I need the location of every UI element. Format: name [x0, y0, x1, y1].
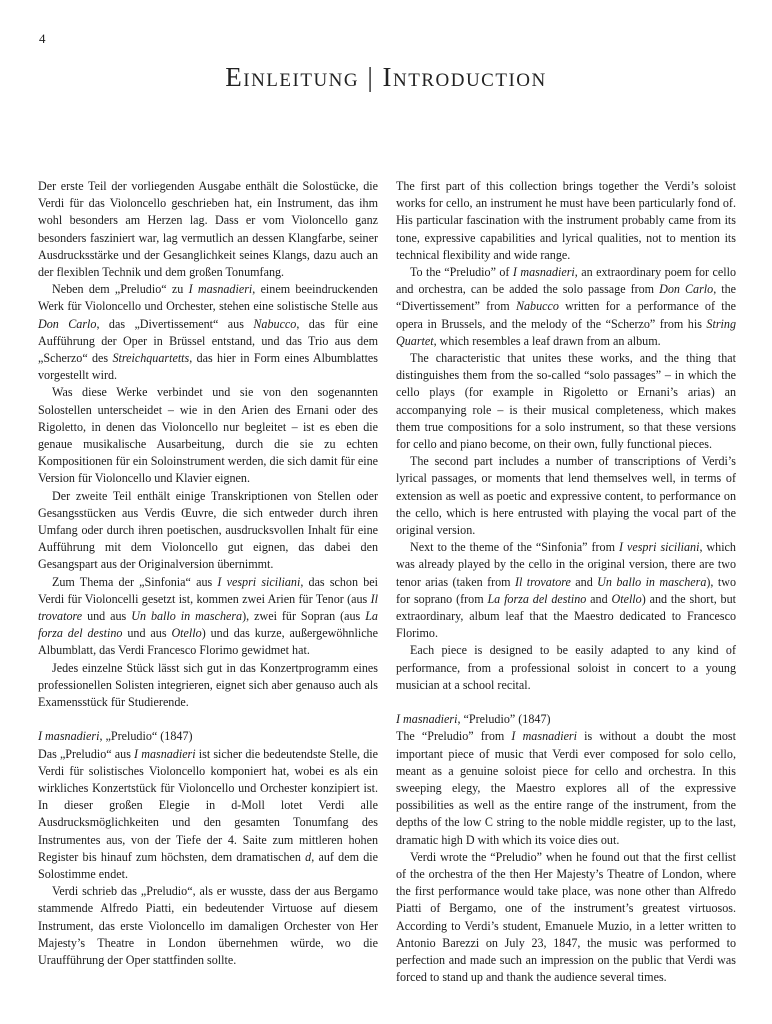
german-paragraph: Neben dem „Preludio“ zu I masnadieri, einem beeindruckenden Werk für Violoncello und Orchester, stehen eine solistische Stelle aus Don Carlo, das „Divertissement“ aus Nabucco, das für eine Aufführung der Oper in Brüssel entstand, und das Trio aus dem „Scherzo“ des Streichquartetts, das hier in Form eines Albumblattes vorgestellt wird. [38, 282, 379, 383]
german-paragraph: Das „Preludio“ aus I masnadieri ist sicher die bedeutendste Stelle, die Verdi für solistisches Violoncello komponiert hat, wobei es als ein wirkliches Konzertstück für Violoncello und Orchester konzipiert ist. In dieser großen Elegie in d-Moll lotet Verdi alle Ausdrucksmöglichkeiten und den gesamten Tonumfang des Instrumentes aus, von der Tiefe der 4. Saite zum mittleren hohen Register bis hinauf zum höchsten, dem dramatischen d, auf dem die Solostimme endet. [38, 746, 378, 881]
german-paragraph: Verdi schrieb das „Preludio“, als er wusste, dass der aus Bergamo stammende Alfredo Piatti, ein bedeutender Virtuose auf diesem Instrument, das erste Violoncello im damaligen Orchester von Her Majesty’s Theatre in London übernehmen würde, wo die Uraufführung der Oper stattfinden sollte. [38, 884, 378, 967]
page-title: Einleitung | Introduction [225, 62, 547, 92]
german-section-heading: I masnadieri, „Preludio“ (1847) [38, 729, 193, 744]
english-paragraph: The characteristic that unites these works, and the thing that distinguishes them from the so-called “solo passages” – in which the cello plays (for example in Rigoletto or Ernani’s arias) an accompanying role – is their musical completeness, which makes them true compositions for a solo instrument, so that these versions for cello and piano become, on their own, fully functional pieces. [396, 351, 736, 452]
german-paragraph: Jedes einzelne Stück lässt sich gut in das Konzertprogramm eines professionellen Solisten integrieren, eignet sich aber genauso auch als Examensstück für Studierende. [38, 660, 378, 710]
english-paragraph: Next to the theme of the “Sinfonia” from I vespri siciliani, which was already played by the cello in the original version, there are two tenor arias (taken from Il trovatore and Un ballo in maschera), two for soprano (from La forza del destino and Otello) and the short, but extraordinary, album leaf that the Maestro dedicated to Francesco Florimo. [396, 540, 737, 641]
english-paragraph: The second part includes a number of transcriptions of Verdi’s lyrical passages, or moments that lend themselves well, in terms of extension as well as poetic and expressive content, to performance on the cello, which is here entrusted with playing the vocal part of the original version. [396, 454, 736, 538]
english-paragraph: The “Preludio” from I masnadieri is without a doubt the most important piece of music that Verdi ever composed for solo cello, meant as a genuine soloist piece for cello and orchestra. In this sweeping elegy, the Maestro explores all of the expressive possibilities as well as the entire range of the instrument, from the depths of the low C string to the noble middle register, up to the last, dramatic high D with which its voice dies out. [396, 729, 736, 847]
english-section-heading: I masnadieri, “Preludio” (1847) [396, 712, 551, 727]
english-paragraph: Each piece is designed to be easily adapted to any kind of performance, from a professional soloist in concert to a young musician at a school recital. [396, 643, 736, 692]
german-column [38, 178, 378, 969]
german-paragraph: Der zweite Teil enthält einige Transkriptionen von Stellen oder Gesangsstücken aus Verdis Œuvre, die sich entweder durch ihren Umfang oder durch ihren poetischen, ausdrucksvollen Inhalt für eine Aufführung mit dem Violoncello gut eignen, das dabei den Gesangspart aus der Originalversion übernimmt. [38, 488, 378, 572]
german-paragraph: Zum Thema der „Sinfonia“ aus I vespri siciliani, das schon bei Verdi für Violoncelli gesetzt ist, kommen zwei Arien für Tenor (aus Il trovatore und aus Un ballo in maschera), zwei für Sopran (aus La forza del destino und aus Otello) und das kurze, außergewöhnliche Albumblatt, das Verdi Francesco Florimo gewidmet hat. [38, 574, 378, 658]
english-paragraph: Verdi wrote the “Preludio” when he found out that the first cellist of the orchestra of the then Her Majesty’s Theatre of London, where the first performance would take place, was none other than Alfredo Piatti of Bergamo, one of the instrument’s greatest virtuosos. According to Verdi’s student, Emanuele Muzio, in a letter written to Antonio Barezzi on July 23, 1847, the music was performed to perfection and made such an impression on the public that Verdi was forced to stand up and thank the audience several times. [396, 849, 736, 985]
german-paragraph: Was diese Werke verbindet und sie von den sogenannten Solostellen unterscheidet – wie in den Arien des Ernani oder des Rigoletto, in denen das Violoncello nur begleitet – ist es eben die genaue musikalische Ausarbeitung, durch die sie zu echten Kompositionen für ein Soloinstrument werden, die sich damit für eine Version für Violoncello und Klavier eignen. [38, 385, 378, 486]
english-column [396, 178, 736, 986]
english-paragraph: The first part of this collection brings together the Verdi’s soloist works for cello, an instrument he must have been particularly fond of. His particular fascination with the instrument probably came from its tone, expressive capabilities and lyrical qualities, not to mention its technical flexibility and wide range. [396, 179, 736, 262]
english-paragraph: To the “Preludio” of I masnadieri, an extraordinary poem for cello and orchestra, can be added the solo passage from Don Carlo, the “Divertissement” from Nabucco written for a performance of the opera in Brussels, and the melody of the “Scherzo” from his String Quartet, which resembles a leaf drawn from an album. [396, 265, 737, 348]
german-paragraph: Der erste Teil der vorliegenden Ausgabe enthält die Solostücke, die Verdi für das Violoncello geschrieben hat, ein Instrument, das ihm wohl besonders am Herzen lag. Dass er vom Violoncello ganz besonders fasziniert war, lag vermutlich an dessen Klangfarbe, seiner Ausdrucksstärke und der Gesanglichkeit seines Klangs, dazu auch an der flexiblen Technik und dem großen Tonumfang. [38, 179, 378, 280]
page-number: 4 [39, 31, 46, 46]
